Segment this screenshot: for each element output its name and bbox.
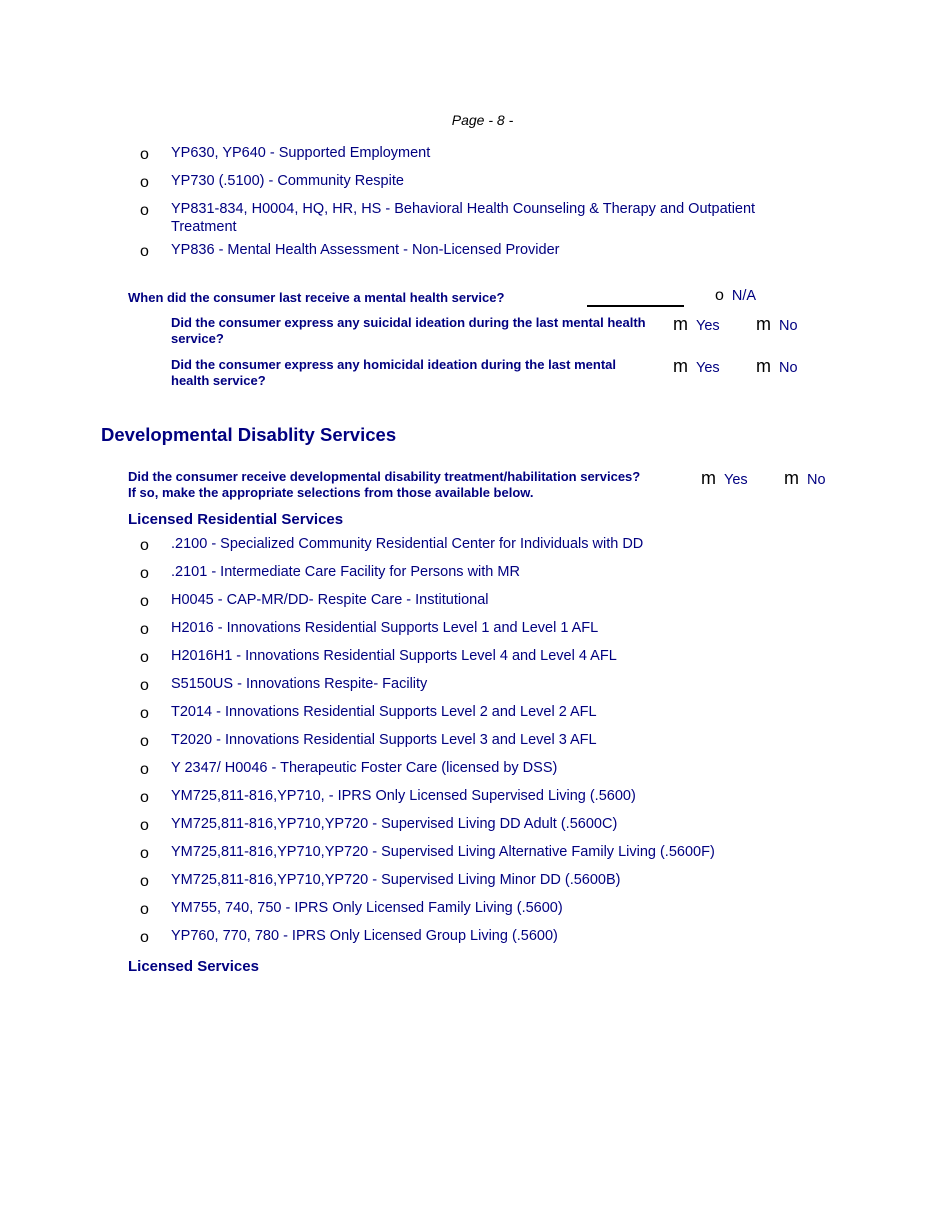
dd-question-line1: Did the consumer receive developmental disability treatment/habilitation services? (128, 469, 641, 484)
checkbox-circle-icon[interactable]: o (140, 174, 149, 191)
item-label: YP831-834, H0004, HQ, HR, HS - Behavioral Health Counseling & Therapy and Outpatient Treatment (171, 201, 756, 235)
checkbox-circle-icon[interactable]: o (140, 146, 149, 163)
suicidal-ideation-question: Did the consumer express any suicidal ideation during the last mental health service? (171, 315, 646, 346)
checkbox-item[interactable] (140, 675, 840, 693)
suicidal-no-option[interactable] (756, 314, 798, 335)
radio-icon[interactable]: m (673, 356, 688, 376)
suicidal-yes-option[interactable] (673, 314, 720, 335)
checkbox-item[interactable] (140, 703, 840, 721)
no-label: No (779, 360, 798, 376)
dd-no-option[interactable] (784, 468, 826, 489)
item-label: H0045 - CAP-MR/DD- Respite Care - Institutional (171, 592, 489, 608)
radio-icon[interactable]: m (756, 356, 771, 376)
checkbox-circle-icon[interactable]: o (140, 705, 149, 722)
checkbox-item[interactable] (140, 535, 840, 553)
checkbox-circle-icon[interactable]: o (140, 873, 149, 890)
checkbox-circle-icon[interactable]: o (140, 677, 149, 694)
homicidal-no-option[interactable] (756, 356, 798, 377)
checkbox-item[interactable] (140, 200, 840, 236)
licensed-services-heading: Licensed Services (128, 958, 259, 975)
no-label: No (807, 472, 826, 488)
item-label: T2014 - Innovations Residential Supports Level 2 and Level 2 AFL (171, 704, 597, 720)
checkbox-circle-icon[interactable]: o (140, 593, 149, 610)
radio-icon[interactable]: m (701, 468, 716, 488)
item-label: Y 2347/ H0046 - Therapeutic Foster Care (licensed by DSS) (171, 760, 558, 776)
checkbox-item[interactable] (140, 563, 840, 581)
checkbox-item[interactable] (140, 647, 840, 665)
na-label: N/A (731, 288, 757, 304)
checkbox-item[interactable] (140, 731, 840, 749)
checkbox-circle-icon[interactable]: o (140, 621, 149, 638)
homicidal-ideation-question: Did the consumer express any homicidal ideation during the last mental health service? (171, 357, 616, 388)
checkbox-circle-icon[interactable]: o (140, 537, 149, 554)
checkbox-circle-icon[interactable]: o (140, 789, 149, 806)
checkbox-circle-icon[interactable]: o (140, 845, 149, 862)
checkbox-item[interactable] (140, 787, 840, 805)
checkbox-circle-icon[interactable]: o (140, 649, 149, 666)
item-label: YM725,811-816,YP710,YP720 - Supervised Living Minor DD (.5600B) (171, 872, 621, 888)
date-input-line[interactable] (587, 305, 684, 307)
item-label: .2100 - Specialized Community Residential Center for Individuals with DD (171, 536, 644, 552)
item-label: .2101 - Intermediate Care Facility for Persons with MR (171, 564, 520, 580)
item-label: YP760, 770, 780 - IPRS Only Licensed Group Living (.5600) (171, 928, 558, 944)
radio-icon[interactable]: m (673, 314, 688, 334)
item-label: H2016 - Innovations Residential Supports Level 1 and Level 1 AFL (171, 620, 599, 636)
dd-question-line2: If so, make the appropriate selections from those available below. (128, 485, 534, 500)
checkbox-item[interactable] (140, 927, 840, 945)
yes-label: Yes (696, 360, 720, 376)
item-label: YP730 (.5100) - Community Respite (171, 173, 404, 189)
yes-label: Yes (724, 472, 748, 488)
checkbox-circle-icon[interactable]: o (140, 761, 149, 778)
dd-yes-option[interactable] (701, 468, 748, 489)
checkbox-circle-icon[interactable]: o (140, 733, 149, 750)
no-label: No (779, 318, 798, 334)
checkbox-item[interactable] (140, 619, 840, 637)
radio-icon[interactable]: m (756, 314, 771, 334)
checkbox-item[interactable] (140, 759, 840, 777)
item-label: S5150US - Innovations Respite- Facility (171, 676, 428, 692)
dd-question (128, 469, 698, 501)
last-service-question: When did the consumer last receive a mental health service? (128, 290, 505, 305)
na-option[interactable] (715, 287, 756, 305)
item-label: YM725,811-816,YP710,YP720 - Supervised Living DD Adult (.5600C) (171, 816, 618, 832)
checkbox-circle-icon[interactable]: o (715, 287, 724, 304)
checkbox-circle-icon[interactable]: o (140, 202, 149, 219)
section-title: Developmental Disablity Services (101, 424, 397, 445)
radio-icon[interactable]: m (784, 468, 799, 488)
yes-label: Yes (696, 318, 720, 334)
checkbox-item[interactable] (140, 815, 840, 833)
checkbox-circle-icon[interactable]: o (140, 929, 149, 946)
licensed-residential-heading: Licensed Residential Services (128, 511, 344, 528)
item-label: YM725,811-816,YP710, - IPRS Only Licensed Supervised Living (.5600) (171, 788, 636, 804)
checkbox-item[interactable] (140, 871, 840, 889)
item-label: YP630, YP640 - Supported Employment (171, 145, 431, 161)
homicidal-yes-option[interactable] (673, 356, 720, 377)
page-number: Page - 8 - (451, 112, 514, 128)
checkbox-item[interactable] (140, 241, 840, 259)
checkbox-item[interactable] (140, 899, 840, 917)
checkbox-circle-icon[interactable]: o (140, 565, 149, 582)
item-label: YM725,811-816,YP710,YP720 - Supervised Living Alternative Family Living (.5600F) (171, 844, 715, 860)
item-label: YP836 - Mental Health Assessment - Non-Licensed Provider (171, 242, 560, 258)
checkbox-item[interactable] (140, 144, 840, 162)
item-label: T2020 - Innovations Residential Supports Level 3 and Level 3 AFL (171, 732, 597, 748)
item-label: YM755, 740, 750 - IPRS Only Licensed Family Living (.5600) (171, 900, 563, 916)
checkbox-item[interactable] (140, 843, 840, 861)
checkbox-circle-icon[interactable]: o (140, 817, 149, 834)
checkbox-item[interactable] (140, 172, 840, 190)
checkbox-circle-icon[interactable]: o (140, 243, 149, 260)
checkbox-circle-icon[interactable]: o (140, 901, 149, 918)
item-label: H2016H1 - Innovations Residential Supports Level 4 and Level 4 AFL (171, 648, 617, 664)
checkbox-item[interactable] (140, 591, 840, 609)
